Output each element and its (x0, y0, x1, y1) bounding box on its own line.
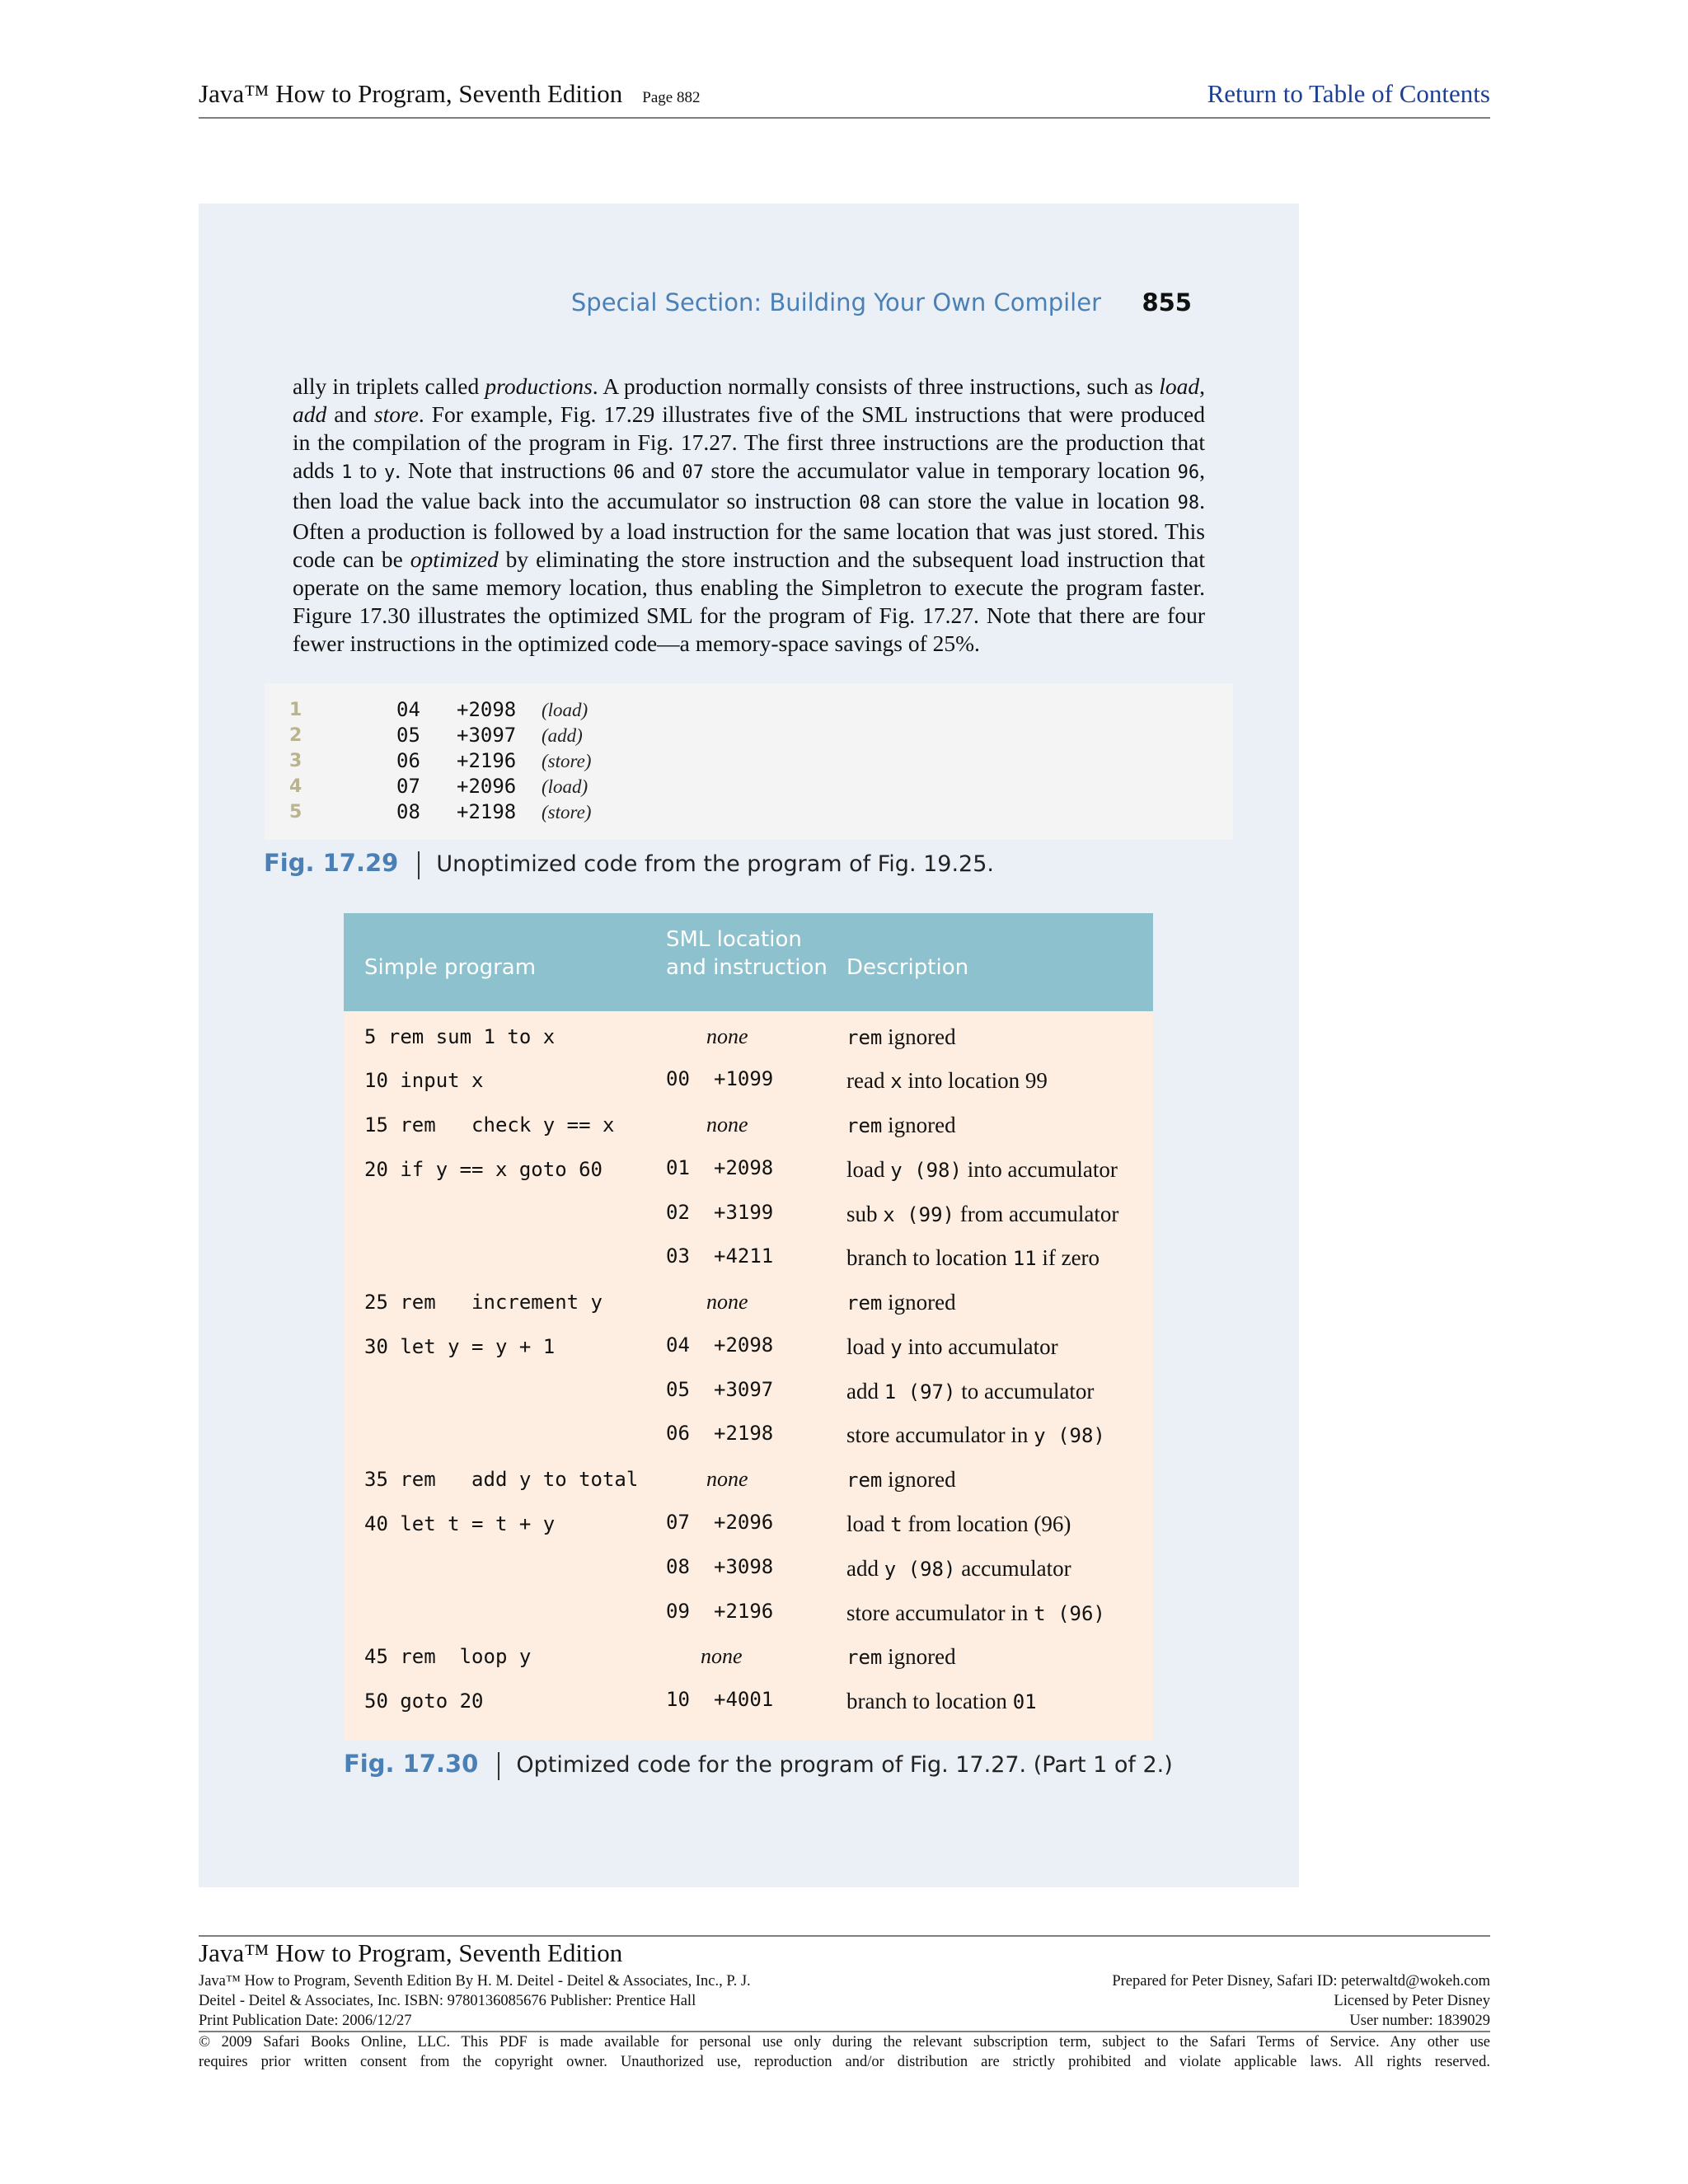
table-row (344, 1457, 1153, 1502)
text: adds (293, 457, 342, 483)
table-row (344, 1324, 1153, 1369)
simple-code: 15 rem check y == x (364, 1113, 615, 1137)
text: accumulator (955, 1556, 1071, 1581)
sml-location: 10 (666, 1688, 690, 1711)
sml-location: 01 (666, 1156, 690, 1179)
footer-line: Print Publication Date: 2006/12/27 (199, 2013, 412, 2029)
sml-location: 03 (666, 1244, 690, 1268)
table-row (344, 1015, 1153, 1059)
text: code can be (293, 546, 410, 572)
footer-publication-info (199, 1971, 751, 2031)
description (846, 1015, 956, 1060)
simple-code: 40 let t = t + y (364, 1512, 556, 1535)
document-footer (199, 1935, 1490, 2069)
simple-code: 20 if y == x goto 60 (364, 1158, 603, 1181)
text: ignored (882, 1644, 956, 1669)
description (846, 1502, 1071, 1547)
line-number: 5 (289, 802, 302, 823)
code-text: y (384, 462, 396, 483)
text: branch to location (846, 1245, 1013, 1270)
code-text: t (890, 1513, 903, 1536)
description (846, 1369, 1094, 1414)
text: then load the value back into the accumulator so instruction (293, 488, 860, 513)
code-text: 1 (341, 462, 353, 483)
description (846, 1192, 1118, 1237)
code-text: y (98) (884, 1558, 956, 1581)
code-line (265, 774, 1233, 799)
description (846, 1457, 956, 1502)
text: ignored (882, 1024, 956, 1049)
column-header-program: Simple program (364, 955, 537, 980)
sml-none: none (706, 1113, 748, 1137)
text: store accumulator in (846, 1422, 1034, 1447)
text: if zero (1036, 1245, 1100, 1270)
emphasis: optimized (410, 546, 499, 572)
copyright-notice (199, 2032, 1490, 2072)
code-location: 07 (396, 775, 420, 798)
sml-none: none (706, 1467, 748, 1491)
code-text: x (99) (883, 1203, 954, 1226)
simple-code: 50 goto 20 (364, 1690, 484, 1713)
sml-location: 06 (666, 1422, 690, 1445)
footer-license-info (1112, 1971, 1490, 2031)
sml-instruction: +2098 (714, 1156, 774, 1179)
sml-instruction: +3199 (714, 1201, 774, 1224)
code-location: 05 (396, 724, 420, 747)
table-row (344, 1147, 1153, 1192)
code-location: 04 (396, 698, 420, 721)
code-instruction: +2198 (457, 800, 517, 823)
caption-divider (418, 851, 420, 879)
code-text: 07 (682, 462, 704, 483)
code-location: 08 (396, 800, 420, 823)
simple-code: 10 input x (364, 1069, 484, 1092)
paragraph-line (293, 373, 1205, 401)
description (846, 1546, 1071, 1591)
figure-label: Fig. 17.30 (344, 1750, 479, 1778)
simple-code: 25 rem increment y (364, 1291, 603, 1314)
emphasis: store (373, 401, 419, 427)
text: load (846, 1334, 891, 1359)
simple-code: 45 rem loop y (364, 1645, 532, 1668)
footer-line: Java™ How to Program, Seventh Edition By H. M. Deitel - Deitel & Associates, Inc., P. J. (199, 1973, 751, 1990)
table-row (344, 1280, 1153, 1324)
table-row (344, 1235, 1153, 1280)
section-title: Special Section: Building Your Own Compiler (570, 288, 1101, 316)
sml-location: 07 (666, 1511, 690, 1534)
sml-instruction: +2198 (714, 1422, 774, 1445)
code-line (265, 723, 1233, 748)
text: into accumulator (902, 1334, 1058, 1359)
return-to-toc-link[interactable]: Return to Table of Contents (1207, 79, 1490, 108)
simple-code: 5 rem sum 1 to x (364, 1025, 556, 1048)
sml-instruction: +2096 (714, 1511, 774, 1534)
emphasis: load (1159, 373, 1200, 399)
code-line (265, 748, 1233, 774)
code-text: 98 (1177, 493, 1200, 513)
paragraph-line: fewer instructions in the optimized code—a memory-space savings of 25%. (293, 630, 980, 656)
description (846, 1634, 956, 1680)
code-text: 06 (612, 462, 635, 483)
description (846, 1679, 1037, 1724)
text: ally in triplets called (293, 373, 485, 399)
sml-instruction: +4001 (714, 1688, 774, 1711)
body-paragraph (293, 373, 1205, 658)
description (846, 1591, 1105, 1636)
code-comment: (load) (542, 700, 588, 720)
sml-none: none (706, 1290, 748, 1314)
text: sub (846, 1202, 884, 1226)
footer-line: requires prior written consent from the copyright owner. Unauthorized use, reproduction and/or distribution are strictly prohibited and violate applicable laws. All rights reserved. (199, 2054, 1490, 2070)
code-text: 01 (1012, 1690, 1037, 1713)
paragraph-line: in the compilation of the program in Fig. 17.27. The first three instructions are the production that (293, 429, 1205, 455)
table-row (344, 1192, 1153, 1236)
book-page (199, 204, 1299, 1887)
sml-table (344, 913, 1153, 1741)
column-header-description: Description (846, 955, 969, 980)
code-line (265, 799, 1233, 825)
description (846, 1147, 1118, 1193)
description (846, 1413, 1105, 1458)
book-title (199, 79, 700, 109)
code-text: rem (846, 1469, 883, 1492)
text: , (1199, 373, 1206, 399)
emphasis: productions (485, 373, 593, 399)
paragraph-line: Figure 17.30 illustrates the optimized SML for the program of Fig. 17.27. Note that there are four (293, 602, 1205, 628)
column-header-sml-line2: and instruction (666, 955, 828, 980)
code-instruction: +2196 (457, 749, 517, 772)
sml-none: none (701, 1644, 743, 1668)
sml-instruction: +1099 (714, 1067, 774, 1090)
text: and (326, 401, 374, 427)
text: add (846, 1556, 884, 1581)
text: store the accumulator value in temporary location (703, 457, 1178, 483)
code-text: y (98) (1034, 1424, 1105, 1447)
text: branch to location (846, 1689, 1013, 1713)
caption-text: Optimized code for the program of Fig. 17.27. (Part 1 of 2.) (516, 1752, 1173, 1778)
text: from accumulator (954, 1202, 1119, 1226)
table-row (344, 1546, 1153, 1591)
table-header (344, 913, 1153, 1011)
running-head (570, 288, 1192, 321)
description (846, 1280, 956, 1325)
code-text: 11 (1012, 1247, 1037, 1270)
sml-instruction: +2196 (714, 1600, 774, 1623)
footer-line: User number: 1839029 (1349, 2013, 1490, 2029)
text: can store the value in location (880, 488, 1178, 513)
code-line (265, 697, 1233, 723)
sml-instruction: +2098 (714, 1333, 774, 1357)
code-text: t (96) (1034, 1602, 1105, 1625)
paragraph-line: Often a production is followed by a load instruction for the same location that was just stored. This (293, 518, 1205, 544)
paragraph-line (293, 546, 1205, 574)
code-location: 06 (396, 749, 420, 772)
code-text: 1 (97) (884, 1380, 956, 1404)
text: to accumulator (955, 1379, 1095, 1404)
text: load (846, 1157, 891, 1182)
line-number: 1 (289, 700, 302, 720)
text: into location 99 (902, 1068, 1048, 1093)
text: to (352, 457, 385, 483)
code-text: rem (846, 1114, 883, 1137)
text: . Note that instructions (395, 457, 613, 483)
caption-text: Unoptimized code from the program of Fig. 19.25. (436, 851, 994, 877)
text: into accumulator (961, 1157, 1118, 1182)
document-header (199, 79, 1490, 119)
page-reference: Page 882 (642, 89, 701, 106)
text: load (846, 1511, 891, 1536)
table-row (344, 1369, 1153, 1413)
code-comment: (store) (542, 802, 592, 823)
sml-location: 00 (666, 1067, 690, 1090)
sml-location: 08 (666, 1555, 690, 1578)
text: ignored (882, 1290, 956, 1315)
footer-line: Licensed by Peter Disney (1334, 1993, 1490, 2009)
line-number: 4 (289, 776, 302, 797)
book-title-text: Java™ How to Program, Seventh Edition (199, 79, 623, 108)
code-text: rem (846, 1646, 883, 1669)
description (846, 1235, 1100, 1281)
paragraph-line: operate on the same memory location, thus enabling the Simpletron to execute the program faster. (293, 574, 1205, 600)
text: ignored (882, 1467, 956, 1492)
table-row (344, 1103, 1153, 1147)
code-listing (265, 683, 1233, 840)
text: . (1199, 488, 1205, 513)
description (846, 1058, 1048, 1104)
code-text: x (890, 1070, 903, 1093)
paragraph-line (293, 457, 1205, 487)
table-row (344, 1058, 1153, 1103)
sml-location: 09 (666, 1600, 690, 1623)
table-row (344, 1591, 1153, 1635)
line-number: 3 (289, 751, 302, 771)
description (846, 1324, 1058, 1370)
table-row (344, 1502, 1153, 1546)
code-text: rem (846, 1291, 883, 1315)
simple-code: 35 rem add y to total (364, 1468, 639, 1491)
caption-divider (498, 1752, 499, 1780)
figure-label: Fig. 17.29 (264, 849, 399, 877)
text: read (846, 1068, 891, 1093)
footer-book-title: Java™ How to Program, Seventh Edition (199, 1938, 623, 1967)
sml-location: 04 (666, 1333, 690, 1357)
code-comment: (store) (542, 751, 592, 771)
code-instruction: +3097 (457, 724, 517, 747)
footer-line: Deitel - Deitel & Associates, Inc. ISBN: 9780136085676 Publisher: Prentice Hall (199, 1993, 696, 2009)
sml-none: none (706, 1024, 748, 1048)
code-text: 96 (1177, 462, 1200, 483)
text: by eliminating the store instruction and the subsequent load instruction that (498, 546, 1206, 572)
footer-line: © 2009 Safari Books Online, LLC. This PDF is made available for personal use only during the relevant subscription term, subject to the Safari Terms of Service. Any other use (199, 2034, 1490, 2050)
sml-location: 05 (666, 1378, 690, 1401)
table-row (344, 1634, 1153, 1679)
sml-instruction: +3098 (714, 1555, 774, 1578)
line-number: 2 (289, 725, 302, 746)
text: from location (96) (902, 1511, 1071, 1536)
code-instruction: +2096 (457, 775, 517, 798)
text: add (846, 1379, 884, 1404)
footer-line: Prepared for Peter Disney, Safari ID: peterwaltd@wokeh.com (1112, 1973, 1490, 1990)
text: . For example, Fig. 17.29 illustrates five of the SML instructions that were produced (418, 401, 1205, 427)
code-comment: (load) (542, 776, 588, 797)
paragraph-line (293, 401, 1205, 429)
text: and (635, 457, 682, 483)
code-text: rem (846, 1026, 883, 1049)
column-header-sml: SML location (666, 927, 802, 952)
sml-instruction: +3097 (714, 1378, 774, 1401)
table-row (344, 1679, 1153, 1723)
code-text: y (98) (890, 1159, 962, 1182)
sml-location: 02 (666, 1201, 690, 1224)
text: . A production normally consists of three instructions, such as (592, 373, 1160, 399)
figure-caption (264, 849, 994, 879)
simple-code: 30 let y = y + 1 (364, 1335, 556, 1358)
emphasis: add (293, 401, 327, 427)
description (846, 1103, 956, 1148)
page-number: 855 (1142, 288, 1192, 316)
code-instruction: +2098 (457, 698, 517, 721)
figure-caption (344, 1750, 1173, 1780)
sml-instruction: +4211 (714, 1244, 774, 1268)
code-text: 08 (859, 493, 881, 513)
table-row (344, 1413, 1153, 1457)
paragraph-line (293, 487, 1205, 518)
text: , (1199, 457, 1205, 483)
code-comment: (add) (542, 725, 583, 746)
code-text: y (890, 1336, 903, 1359)
text: store accumulator in (846, 1601, 1034, 1625)
text: ignored (882, 1113, 956, 1137)
